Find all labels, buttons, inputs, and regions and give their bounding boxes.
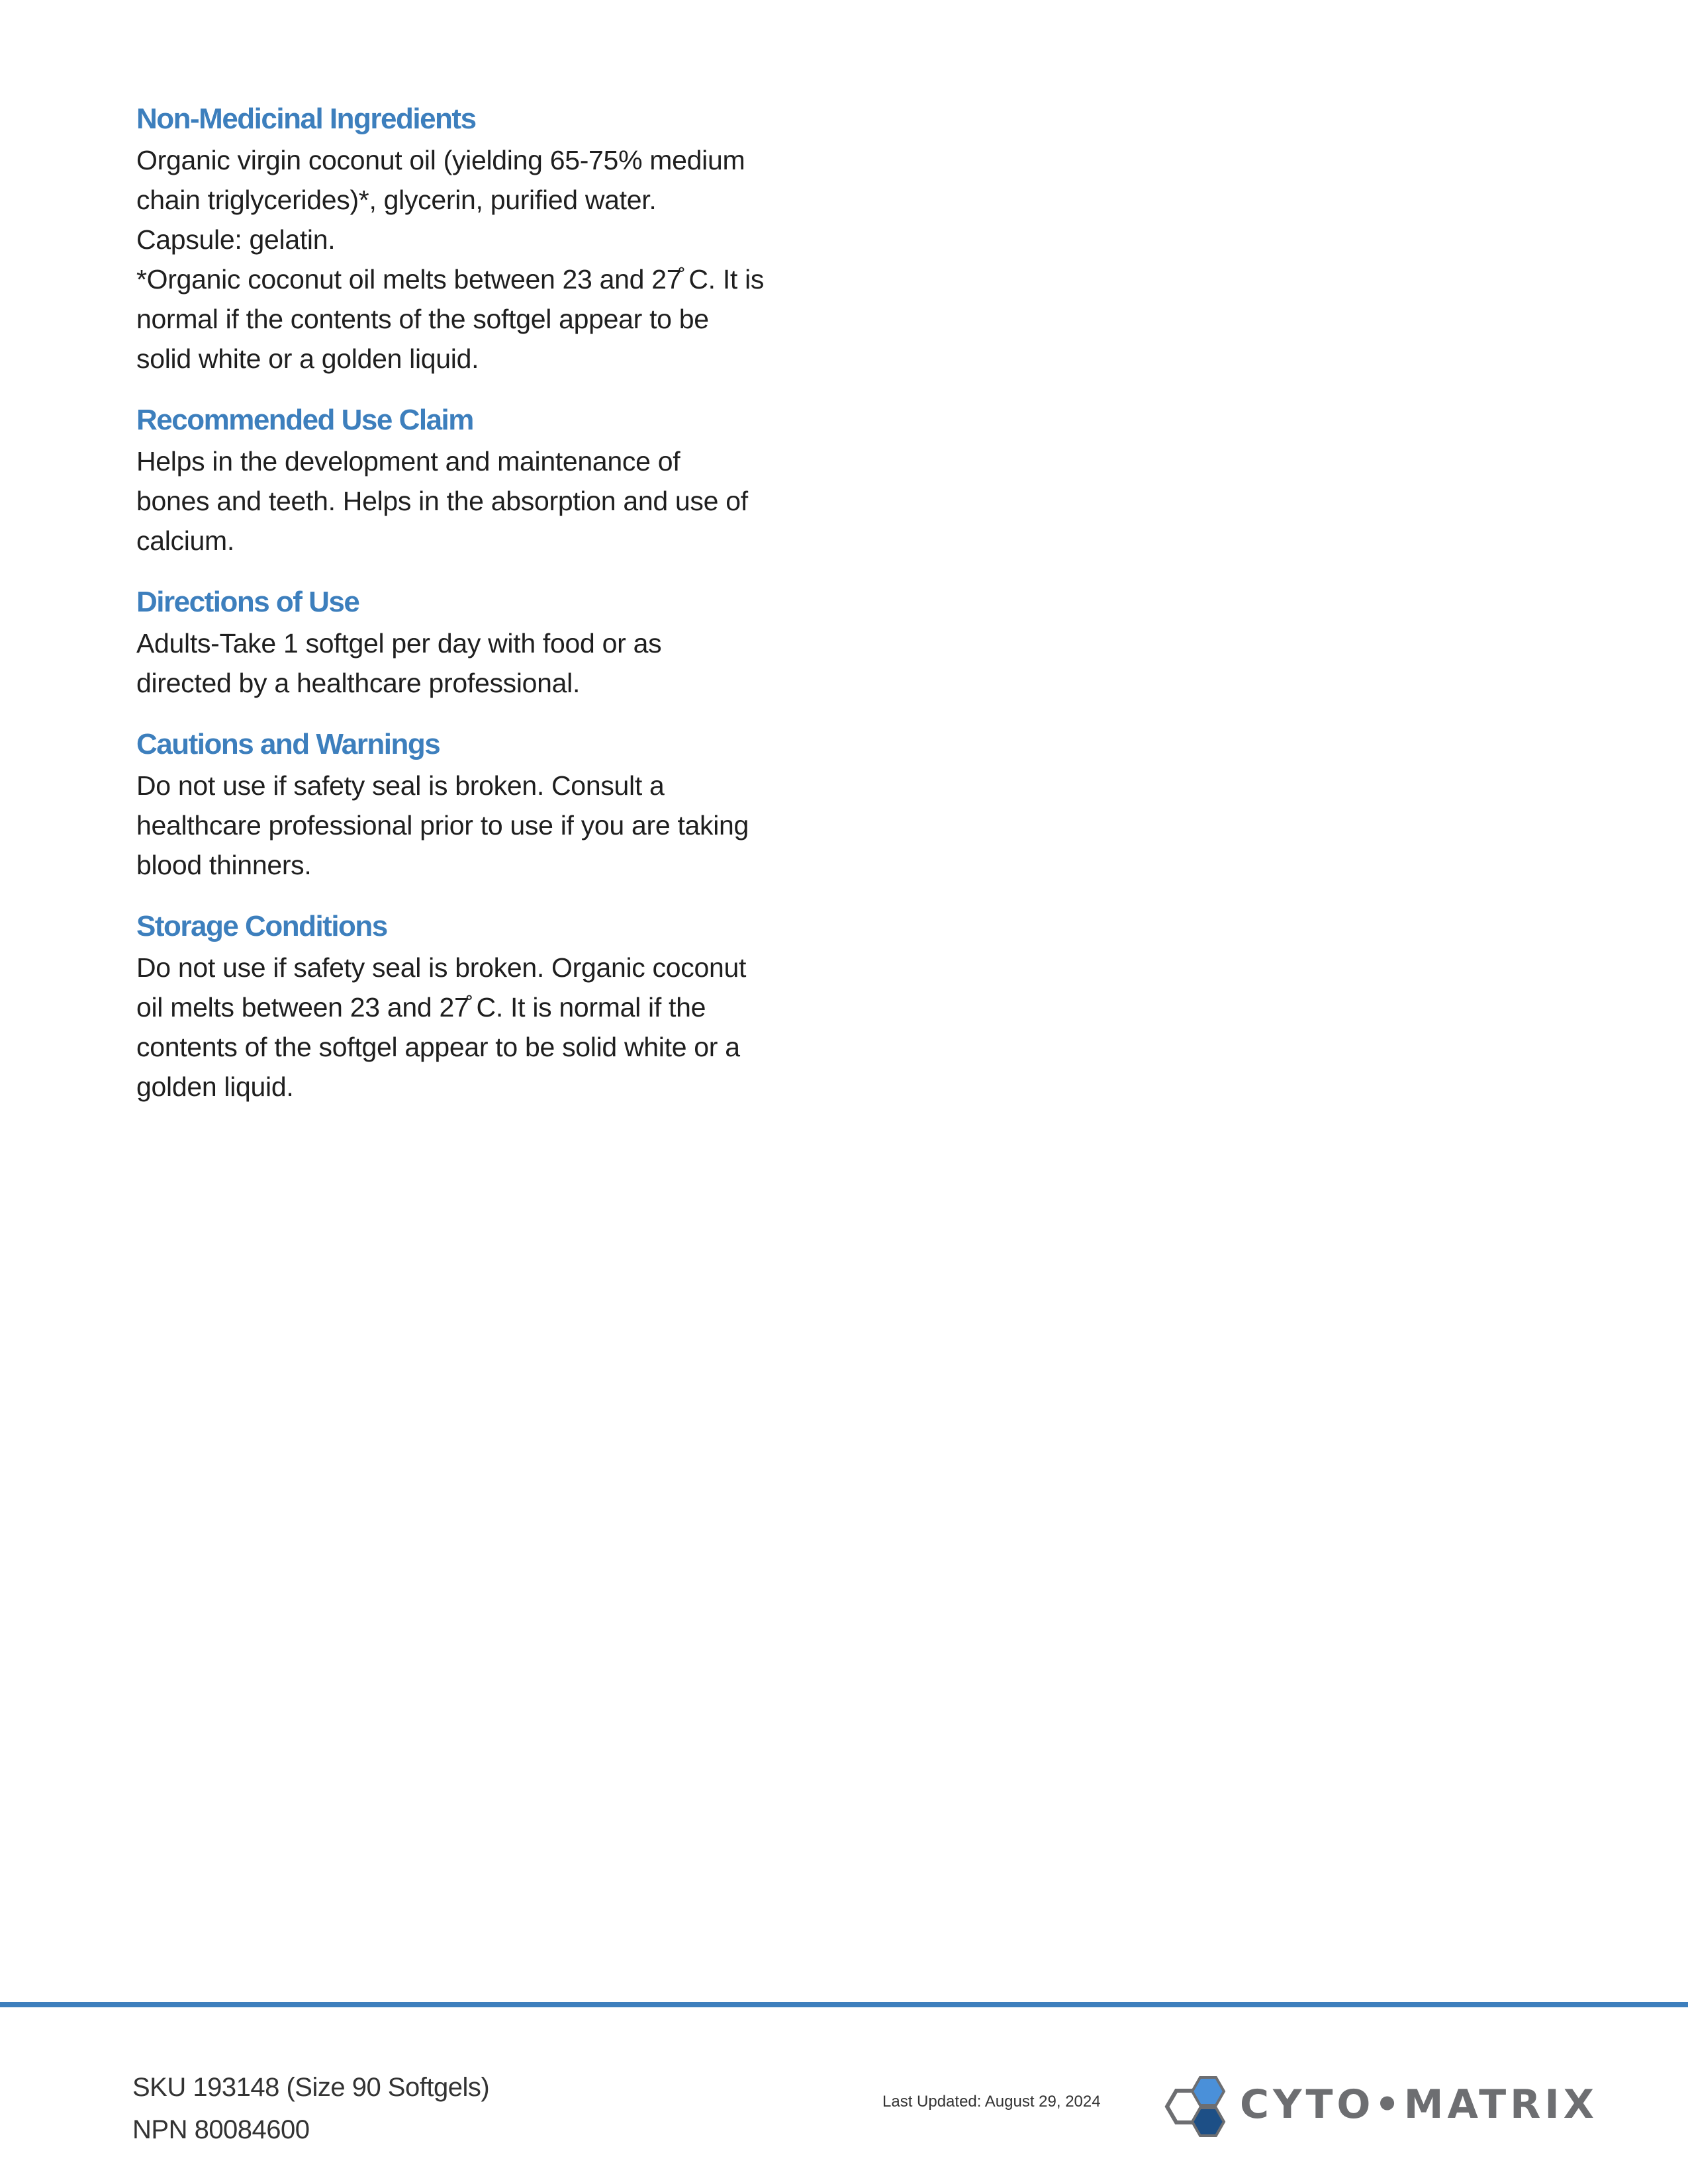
npn-text: NPN 80084600	[132, 2115, 310, 2144]
footer-product-info	[132, 2066, 489, 2151]
body-line: Do not use if safety seal is broken. Organic coconut	[136, 952, 747, 983]
body-line: Do not use if safety seal is broken. Consult a	[136, 770, 665, 801]
section-cautions-and-warnings	[136, 725, 798, 885]
section-heading: Recommended Use Claim	[136, 404, 473, 436]
body-line: directed by a healthcare professional.	[136, 668, 581, 698]
body-line: normal if the contents of the softgel appear to be	[136, 304, 709, 334]
logo-wordmark: CYTO•MATRIX	[1240, 2081, 1598, 2128]
body-line: Capsule: gelatin.	[136, 224, 336, 255]
section-heading: Non-Medicinal Ingredients	[136, 103, 476, 135]
hexagon-logo-icon	[1162, 2070, 1235, 2143]
body-line: bones and teeth. Helps in the absorption and use of	[136, 486, 748, 516]
last-updated-text: Last Updated: August 29, 2024	[882, 2093, 1101, 2111]
sku-text: SKU 193148 (Size 90 Softgels)	[132, 2073, 490, 2102]
body-line: golden liquid.	[136, 1071, 294, 1102]
body-line: calcium.	[136, 525, 234, 556]
body-line: healthcare professional prior to use if you are taking	[136, 810, 749, 841]
body-line: blood thinners.	[136, 850, 312, 880]
body-line: Organic virgin coconut oil (yielding 65-75% medium	[136, 145, 745, 175]
section-non-medicinal-ingredients	[136, 99, 798, 379]
body-line: solid white or a golden liquid.	[136, 343, 479, 374]
section-directions-of-use	[136, 582, 798, 703]
section-heading: Cautions and Warnings	[136, 728, 440, 760]
body-line: contents of the softgel appear to be solid white or a	[136, 1032, 740, 1062]
section-recommended-use-claim	[136, 400, 798, 561]
section-heading: Storage Conditions	[136, 910, 387, 942]
section-storage-conditions	[136, 907, 798, 1107]
body-line: chain triglycerides)*, glycerin, purified water.	[136, 185, 657, 215]
body-line: Adults-Take 1 softgel per day with food or as	[136, 628, 662, 659]
body-line: *Organic coconut oil melts between 23 and 27̊ C. It is	[136, 264, 765, 295]
document-content	[136, 99, 798, 1128]
body-line: Helps in the development and maintenance of	[136, 446, 680, 477]
cytomatrix-logo	[1162, 2070, 1598, 2143]
section-heading: Directions of Use	[136, 586, 359, 618]
footer-divider	[0, 2002, 1688, 2007]
body-line: oil melts between 23 and 27̊ C. It is normal if the	[136, 992, 706, 1023]
